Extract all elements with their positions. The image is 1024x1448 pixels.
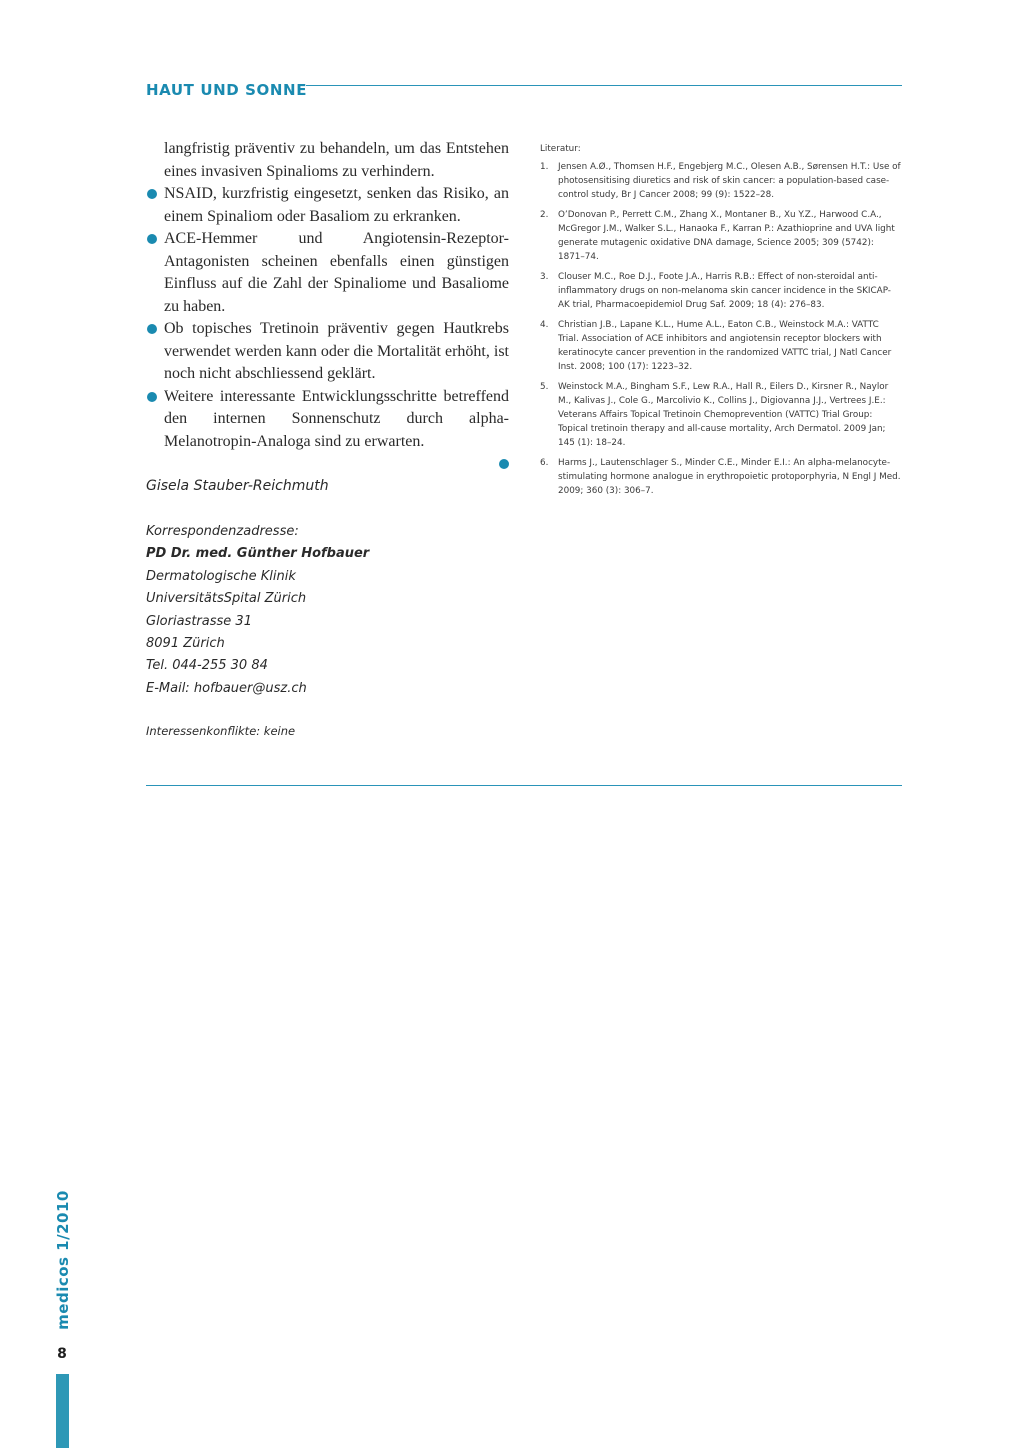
page-number: 8	[57, 1346, 67, 1362]
conflicts-of-interest: Interessenkonflikte: keine	[146, 724, 296, 738]
reference-text: Christian J.B., Lapane K.L., Hume A.L., Eaton C.B., Weinstock M.A.: VATTC Trial. Association of ACE inhibitors and angiotensin receptor blockers with keratinocyte cancer prevention in the randomized VATTC trial, J Natl Cancer Inst. 2008; 100 (17): 1223–32.	[558, 320, 892, 372]
reference-text: O’Donovan P., Perrett C.M., Zhang X., Montaner B., Xu Y.Z., Harwood C.A., McGregor J.M., Walker S.L., Hanaoka F., Karran P.: Azathioprine and UVA light generate mutagenic oxidative DNA damage, Science 2005; 309 (5742): 1871–74.	[558, 210, 895, 262]
reference-text: Weinstock M.A., Bingham S.F., Lew R.A., Hall R., Eilers D., Kirsner R., Naylor M., Kalivas J., Cole G., Marcolivio K., Collins J., Digiovanna J.J., Vertrees J.E.: Veterans Affairs Topical Tretinoin Chemoprevention (VATTC) Trial Group: Topical tretinoin therapy and all-cause mortality, Arch Dermatol. 2009 Jan; 145 (1): 18–24.	[558, 382, 889, 448]
bottom-rule	[146, 785, 902, 786]
bullet-text: Weitere interessante Entwicklungsschritte betreffend den internen Sonnenschutz durch alpha-Melanotropin-Analoga sind zu erwarten.	[164, 387, 509, 450]
bullet-item	[146, 386, 509, 454]
phone-line: Tel. 044-255 30 84	[146, 658, 268, 674]
bullet-text: NSAID, kurzfristig eingesetzt, senken das Risiko, an einem Spinaliom oder Basaliom zu erkranken.	[164, 185, 509, 225]
reference-item	[540, 270, 902, 312]
reference-item	[540, 318, 902, 374]
body-text-column	[146, 138, 509, 453]
correspondence-label: Korrespondenzadresse:	[146, 524, 299, 539]
address-line: 8091 Zürich	[146, 636, 225, 652]
section-header	[146, 79, 902, 101]
reference-number: 2.	[540, 210, 549, 220]
reference-item	[540, 380, 902, 450]
author-name: Gisela Stauber-Reichmuth	[146, 478, 329, 494]
reference-number: 5.	[540, 382, 549, 392]
bullet-icon	[147, 392, 157, 402]
bullet-item	[146, 183, 509, 228]
bullet-text: Ob topisches Tretinoin präventiv gegen Hautkrebs verwendet werden kann oder die Mortalität erhöht, ist noch nicht abschliessend geklärt.	[164, 320, 509, 382]
reference-text: Harms J., Lautenschlager S., Minder C.E., Minder E.I.: An alpha-melanocyte-stimulating hormone analogue in erythropoietic protoporphyria, N Engl J Med. 2009; 360 (3): 306–7.	[558, 458, 901, 496]
section-title: HAUT UND SONNE	[146, 81, 308, 99]
reference-number: 4.	[540, 320, 549, 330]
reference-number: 3.	[540, 272, 549, 282]
address-line: Gloriastrasse 31	[146, 613, 252, 629]
bullet-icon	[147, 189, 157, 199]
side-color-bar	[56, 1374, 69, 1448]
correspondence-address	[146, 521, 506, 700]
reference-item	[540, 160, 902, 202]
end-dot-icon	[499, 459, 509, 469]
journal-issue: medicos 1/2010	[54, 1190, 72, 1330]
bullet-icon	[147, 324, 157, 334]
bullet-text: ACE-Hemmer und Angiotensin-Rezeptor-Antagonisten scheinen ebenfalls einen günstigen Einfluss auf die Zahl der Spinaliome und Basaliome zu haben.	[164, 230, 509, 315]
email-line: E-Mail: hofbauer@usz.ch	[146, 680, 307, 696]
references-label: Literatur:	[540, 144, 581, 154]
reference-text: Clouser M.C., Roe D.J., Foote J.A., Harris R.B.: Effect of non-steroidal anti-inflammatory drugs on non-melanoma skin cancer incidence in the SKICAP-AK trial, Pharmacoepidemiol Drug Saf. 2009; 18 (4): 276–83.	[558, 272, 891, 310]
address-line: Dermatologische Klinik	[146, 568, 296, 584]
reference-number: 1.	[540, 162, 549, 172]
address-line: UniversitätsSpital Zürich	[146, 591, 307, 607]
reference-text: Jensen A.Ø., Thomsen H.F., Engebjerg M.C., Olesen A.B., Sørensen H.T.: Use of photosensitising diuretics and risk of skin cancer: a population-based case-control study, Br J Cancer 2008; 99 (9): 1522–28.	[558, 162, 901, 200]
header-rule	[306, 85, 902, 86]
bullet-icon	[147, 234, 157, 244]
body-paragraph: langfristig präventiv zu behandeln, um das Entstehen eines invasiven Spinalioms zu verhindern.	[164, 140, 509, 180]
reference-number: 6.	[540, 458, 549, 468]
reference-item	[540, 456, 902, 498]
bullet-item	[146, 228, 509, 318]
references-column	[540, 142, 902, 504]
correspondence-name: PD Dr. med. Günther Hofbauer	[146, 546, 370, 562]
reference-item	[540, 208, 902, 264]
bullet-item	[146, 318, 509, 386]
